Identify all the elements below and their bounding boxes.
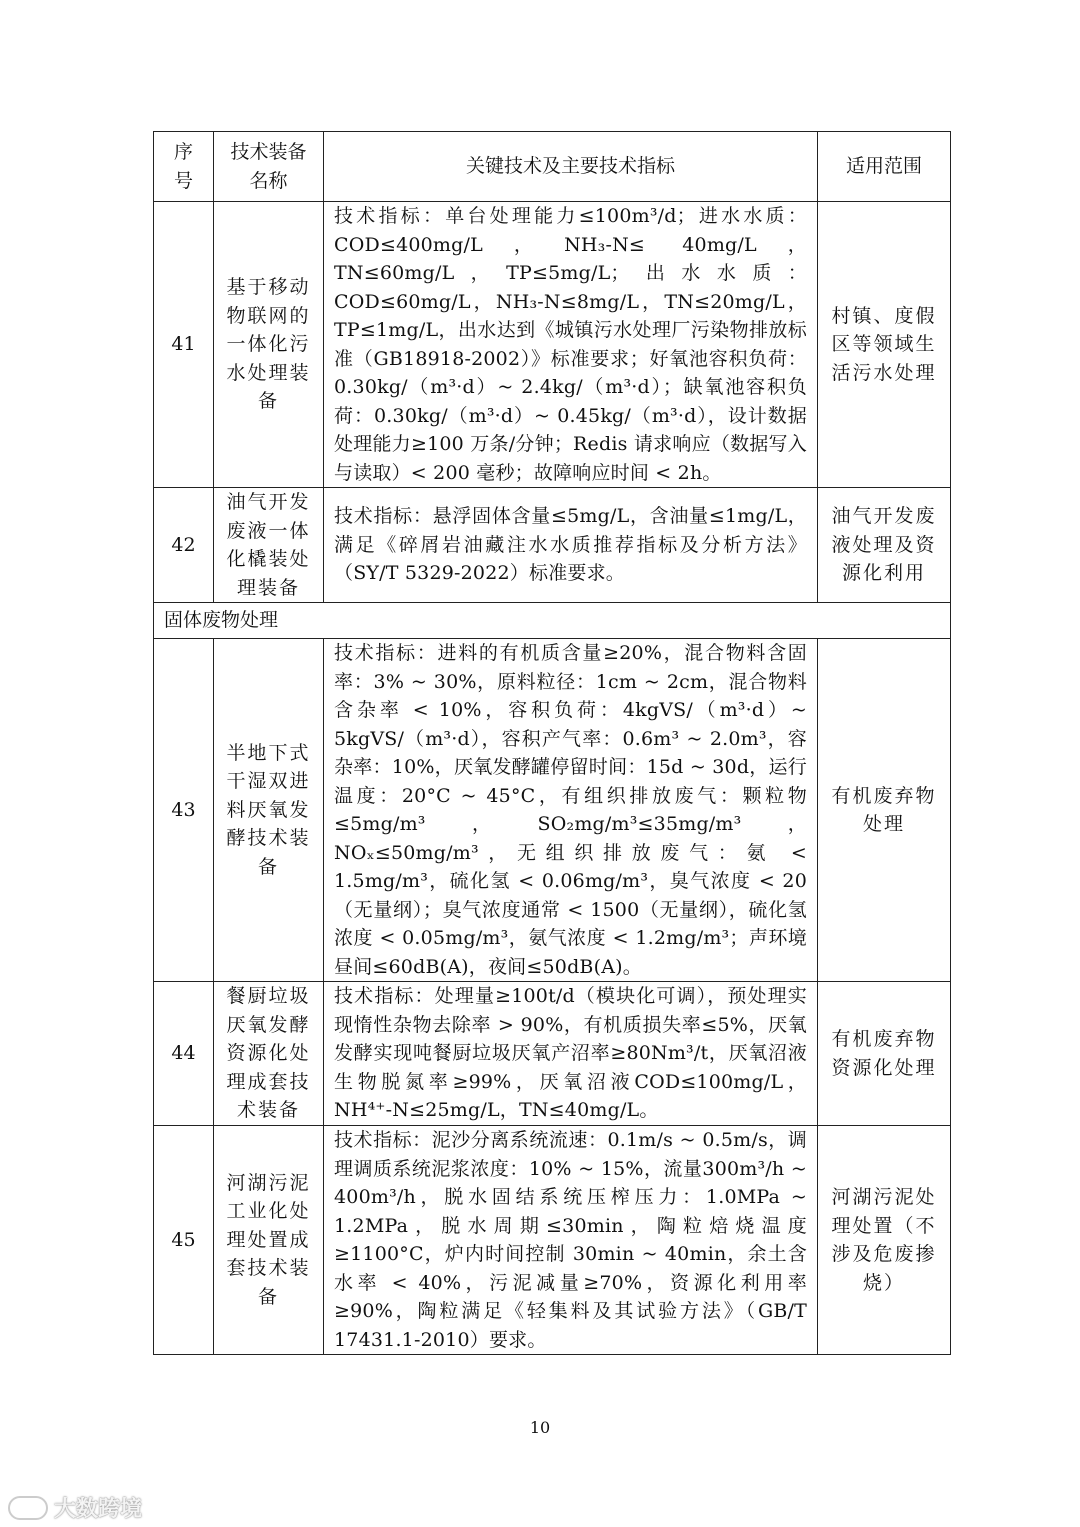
row-desc: 技术指标：悬浮固体含量≤5mg/L，含油量≤1mg/L，满足《碎屑岩油藏注水水质推荐指标及分析方法》（SY/T 5329-2022）标准要求。 [324, 488, 818, 603]
page-number: 10 [529, 1418, 551, 1437]
row-seq: 42 [154, 488, 214, 603]
table-row [154, 1126, 951, 1355]
row-scope: 村镇、度假区等领域生活污水处理 [818, 202, 951, 488]
row-desc: 技术指标：处理量≥100t/d（模块化可调），预处理实现惰性杂物去除率 > 90%，有机质损失率≤5%，厌氧发酵实现吨餐厨垃圾厌氧产沼率≥80Nm³/t，厌氧沼液生物脱氮率≥99%，厌氧沼液COD≤100mg/L，NH⁴⁺-N≤25mg/L，TN≤40mg/L。 [324, 982, 818, 1126]
header-name: 技术装备名称 [214, 132, 324, 202]
watermark-logo-icon [8, 1496, 48, 1520]
row-name: 半地下式干湿双进料厌氧发酵技术装备 [214, 639, 324, 982]
header-seq: 序号 [154, 132, 214, 202]
row-name: 基于移动物联网的一体化污水处理装备 [214, 202, 324, 488]
row-name: 河湖污泥工业化处理处置成套技术装备 [214, 1126, 324, 1355]
watermark-text: 大数跨境 [54, 1497, 143, 1522]
row-name: 餐厨垃圾厌氧发酵资源化处理成套技术装备 [214, 982, 324, 1126]
table-header-row [154, 132, 951, 202]
table-row [154, 639, 951, 982]
row-seq: 45 [154, 1126, 214, 1355]
row-scope: 油气开发废液处理及资源化利用 [818, 488, 951, 603]
section-row [154, 603, 951, 639]
table-row [154, 488, 951, 603]
row-scope: 河湖污泥处理处置（不涉及危废掺烧） [818, 1126, 951, 1355]
row-scope: 有机废弃物处理 [818, 639, 951, 982]
header-desc: 关键技术及主要技术指标 [324, 132, 818, 202]
row-desc: 技术指标：进料的有机质含量≥20%，混合物料含固率：3% ~ 30%，原料粒径：1cm ~ 2cm，混合物料含杂率 < 10%，容积负荷：4kgVS/（m³·d）~ 5kgVS/（m³·d），容积产气率：0.6m³ ~ 2.0m³，容杂率：10%，厌氧发酵罐停留时间：15d ~ 30d，运行温度：20°C ~ 45°C，有组织排放废气：颗粒物≤5mg/m³，SO₂mg/m³≤35mg/m³，NOₓ≤50mg/m³，无组织排放废气：氨 < 1.5mg/m³，硫化氢 < 0.06mg/m³，臭气浓度 < 20（无量纲）；臭气浓度通常 < 1500（无量纲），硫化氢浓度 < 0.05mg/m³，氨气浓度 < 1.2mg/m³；声环境昼间≤60dB(A)，夜间≤50dB(A)。 [324, 639, 818, 982]
header-scope: 适用范围 [818, 132, 951, 202]
row-seq: 44 [154, 982, 214, 1126]
table-row [154, 982, 951, 1126]
row-seq: 43 [154, 639, 214, 982]
equipment-table [153, 131, 951, 1355]
row-seq: 41 [154, 202, 214, 488]
row-scope: 有机废弃物资源化处理 [818, 982, 951, 1126]
row-desc: 技术指标：泥沙分离系统流速：0.1m/s ~ 0.5m/s，调理调质系统泥浆浓度：10% ~ 15%，流量300m³/h ~ 400m³/h，脱水固结系统压榨压力：1.0MPa ~ 1.2MPa，脱水周期≤30min，陶粒焙烧温度≥1100°C，炉内时间控制 30min ~ 40min，余土含水率 < 40%，污泥减量≥70%，资源化利用率≥90%，陶粒满足《轻集料及其试验方法》（GB/T 17431.1-2010）要求。 [324, 1126, 818, 1355]
row-name: 油气开发废液一体化橇装处理装备 [214, 488, 324, 603]
watermark [8, 1492, 142, 1523]
row-desc: 技术指标：单台处理能力≤100m³/d；进水水质：COD≤400mg/L，NH₃-N≤ 40mg/L，TN≤60mg/L，TP≤5mg/L；出水水质：COD≤60mg/L，NH₃-N≤8mg/L，TN≤20mg/L，TP≤1mg/L，出水达到《城镇污水处理厂污染物排放标准（GB18918-2002）》标准要求；好氧池容积负荷：0.30kg/（m³·d）~ 2.4kg/（m³·d）；缺氧池容积负荷：0.30kg/（m³·d）~ 0.45kg/（m³·d），设计数据处理能力≥100 万条/分钟；Redis 请求响应（数据写入与读取）< 200 毫秒；故障响应时间 < 2h。 [324, 202, 818, 488]
table-row [154, 202, 951, 488]
section-title: 固体废物处理 [154, 603, 951, 639]
